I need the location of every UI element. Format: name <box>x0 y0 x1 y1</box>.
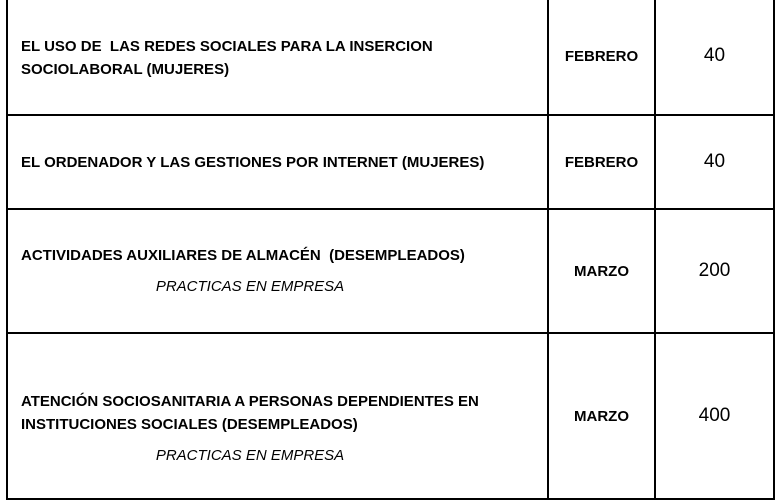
table-row <box>7 115 774 209</box>
table-row <box>7 0 774 115</box>
course-title: EL USO DE LAS REDES SOCIALES PARA LA INSERCION SOCIOLABORAL (MUJERES) <box>21 38 437 78</box>
course-month: MARZO <box>548 209 655 333</box>
table-row <box>7 209 774 333</box>
course-name-cell <box>7 209 548 333</box>
table-row <box>7 333 774 499</box>
course-name-cell <box>7 0 548 115</box>
course-name-cell <box>7 115 548 209</box>
course-hours: 400 <box>655 333 774 499</box>
course-title: ACTIVIDADES AUXILIARES DE ALMACÉN (DESEMPLEADOS) <box>21 247 465 264</box>
course-hours: 200 <box>655 209 774 333</box>
course-note: PRACTICAS EN EMPRESA <box>155 446 345 464</box>
course-title: ATENCIÓN SOCIOSANITARIA A PERSONAS DEPENDIENTES EN INSTITUCIONES SOCIALES (DESEMPLEADOS) <box>21 392 483 433</box>
course-month: FEBRERO <box>548 115 655 209</box>
course-month: FEBRERO <box>548 0 655 115</box>
courses-table <box>6 0 775 500</box>
course-name-cell <box>7 333 548 499</box>
course-title: EL ORDENADOR Y LAS GESTIONES POR INTERNET (MUJERES) <box>21 153 485 171</box>
course-hours: 40 <box>655 115 774 209</box>
courses-table-body <box>7 0 774 499</box>
course-note: PRACTICAS EN EMPRESA <box>155 278 345 295</box>
course-month: MARZO <box>548 333 655 499</box>
course-hours: 40 <box>655 0 774 115</box>
